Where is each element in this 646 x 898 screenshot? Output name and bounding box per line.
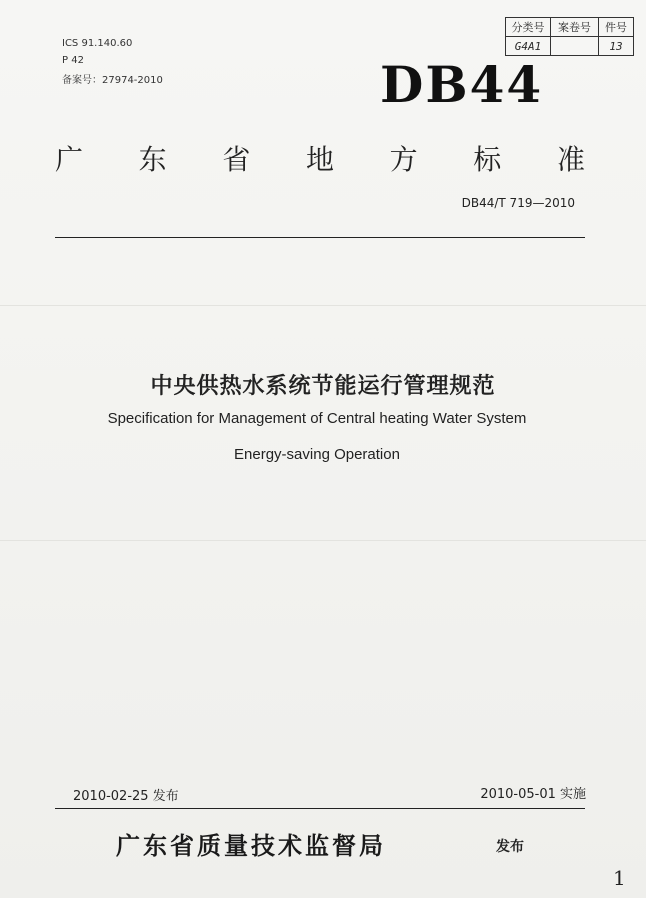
archive-header-category: 分类号	[506, 18, 551, 37]
archive-value-item: 13	[599, 37, 634, 56]
filing-number: 备案号：27974-2010	[62, 75, 163, 86]
implementation-date: 2010-05-01 实施	[480, 787, 586, 802]
header-divider	[55, 237, 585, 238]
title-english-line1: Specification for Management of Central heating Water System	[107, 410, 527, 427]
standard-type-char: 标	[473, 143, 502, 176]
standard-type-char: 省	[222, 143, 251, 176]
archive-header-file: 案卷号	[551, 18, 599, 37]
issuing-authority: 广东省质量技术监督局	[116, 831, 386, 860]
standard-type-char: 东	[138, 143, 167, 176]
standard-type-heading	[55, 138, 585, 178]
archive-value-file	[551, 37, 599, 56]
archive-value-category: G4A1	[506, 37, 551, 56]
footer-divider	[55, 808, 585, 809]
ics-code: ICS 91.140.60	[62, 38, 133, 49]
scan-artifact	[0, 540, 646, 541]
page-number: 1	[613, 866, 626, 890]
title-chinese: 中央供热水系统节能运行管理规范	[150, 374, 496, 399]
archive-stamp-table	[505, 17, 634, 56]
archive-header-item: 件号	[599, 18, 634, 37]
standard-type-char: 准	[556, 143, 585, 176]
standard-logo: DB44	[380, 55, 544, 114]
archive-value-row	[506, 37, 634, 56]
standard-type-char: 广	[55, 143, 84, 176]
archive-header-row	[506, 18, 634, 37]
scan-artifact	[0, 305, 646, 306]
standard-type-char: 方	[389, 143, 418, 176]
issue-date: 2010-02-25 发布	[73, 789, 179, 804]
standard-number: DB44/T 719—2010	[461, 196, 575, 210]
issuing-suffix: 发布	[496, 839, 524, 855]
standard-type-char: 地	[305, 143, 334, 176]
p-code: P 42	[62, 55, 84, 66]
title-english-line2: Energy-saving Operation	[234, 446, 400, 463]
